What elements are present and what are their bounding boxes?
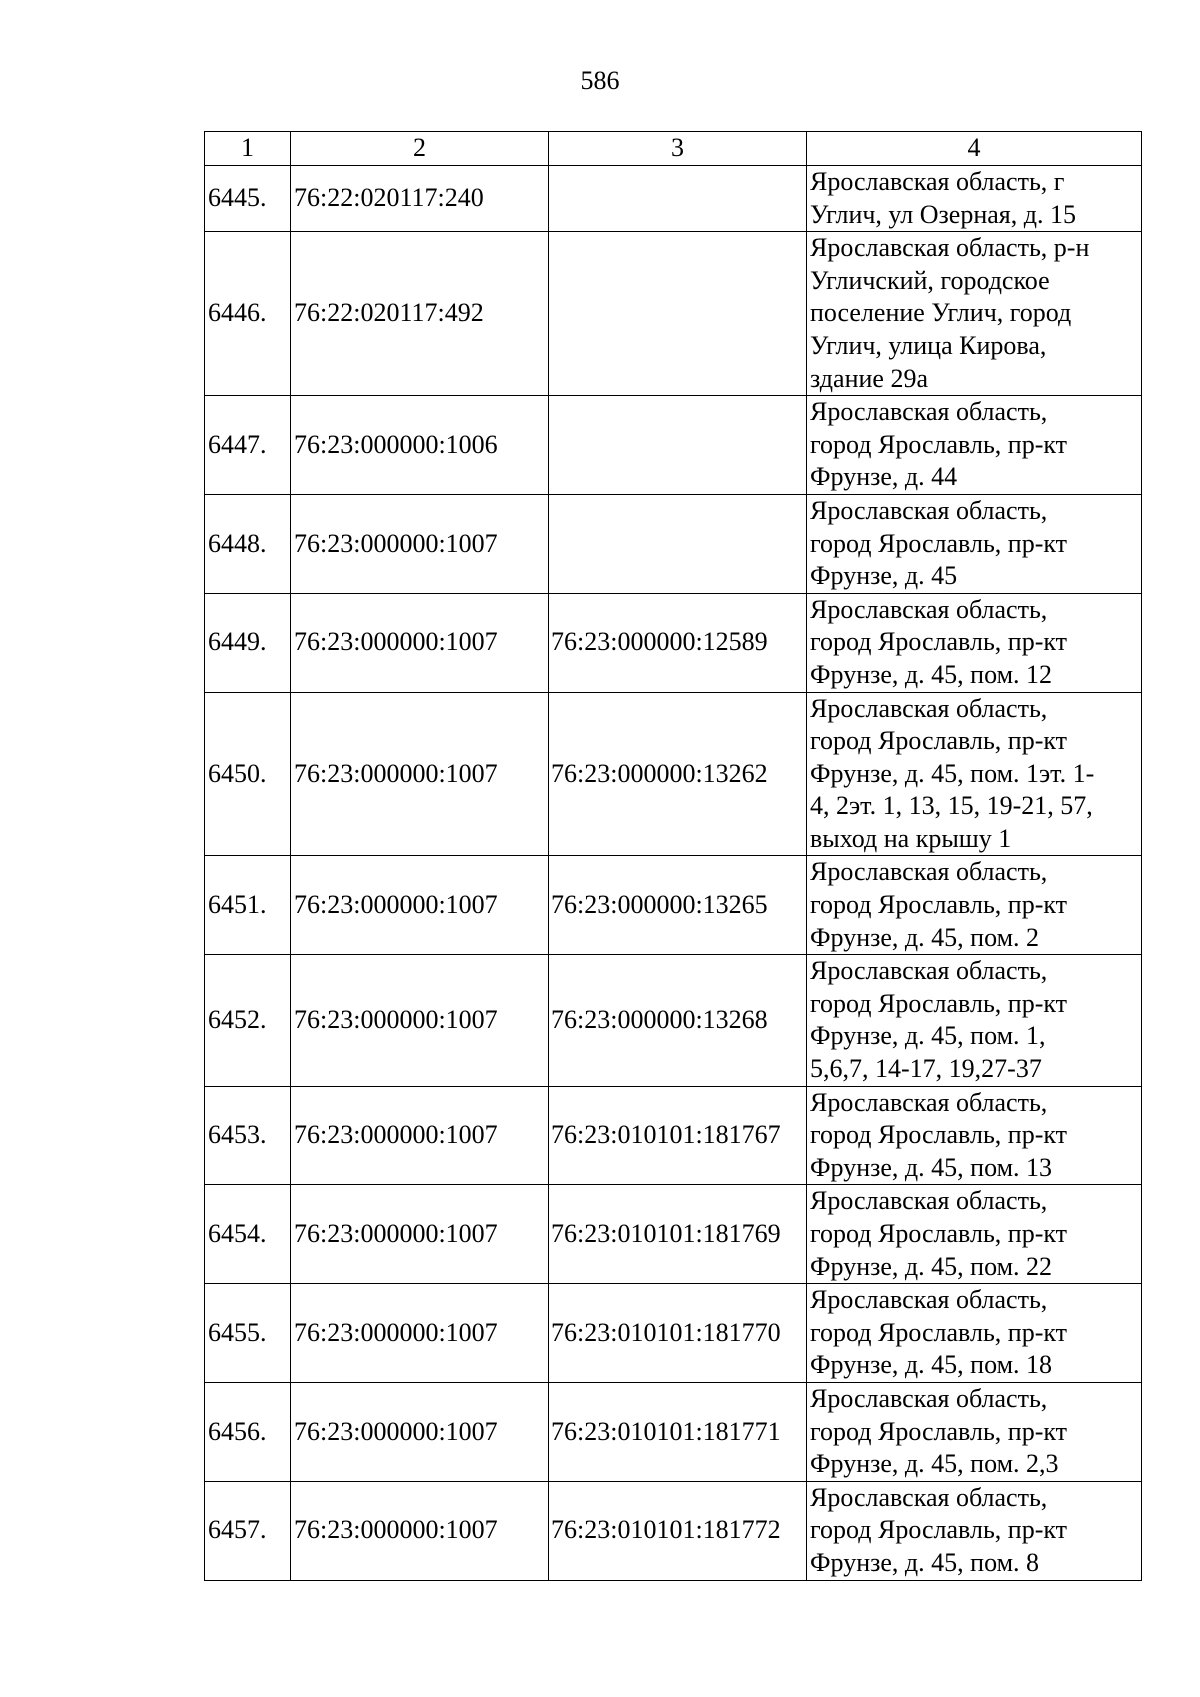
room-cadastral-number-cell: 76:23:010101:181769 — [549, 1185, 807, 1284]
address-cell — [807, 1284, 1142, 1383]
row-number-cell: 6445. — [205, 166, 291, 232]
address-cell — [807, 593, 1142, 692]
address-line: Фрунзе, д. 45 — [810, 561, 958, 591]
address-cell — [807, 1086, 1142, 1185]
row-number-cell: 6453. — [205, 1086, 291, 1185]
row-number-cell: 6457. — [205, 1481, 291, 1580]
address-cell — [807, 692, 1142, 856]
header-cell-3: 3 — [549, 132, 807, 166]
table-row — [205, 166, 1142, 232]
address-line: город Ярославль, пр-кт — [810, 627, 1068, 657]
cadastral-number-cell: 76:23:000000:1007 — [291, 955, 549, 1086]
address-line: Фрунзе, д. 45, пом. 1эт. 1- — [810, 758, 1095, 788]
address-line: Ярославская область, — [810, 397, 1048, 427]
address-line: Ярославская область, р-н — [810, 233, 1090, 263]
table-row — [205, 396, 1142, 495]
address-line: Ярославская область, — [810, 594, 1048, 624]
cadastral-number-cell: 76:23:000000:1007 — [291, 856, 549, 955]
room-cadastral-number-cell — [549, 232, 807, 396]
address-line: Ярославская область, — [810, 1285, 1048, 1315]
address-line: 4, 2эт. 1, 13, 15, 19-21, 57, — [810, 791, 1093, 821]
row-number-cell: 6456. — [205, 1382, 291, 1481]
address-cell — [807, 1382, 1142, 1481]
address-cell — [807, 955, 1142, 1086]
row-number-cell: 6454. — [205, 1185, 291, 1284]
cadastral-number-cell: 76:23:000000:1007 — [291, 1284, 549, 1383]
table-row — [205, 1481, 1142, 1580]
address-line: Ярославская область, — [810, 1186, 1048, 1216]
row-number-cell: 6448. — [205, 494, 291, 593]
row-number-cell: 6452. — [205, 955, 291, 1086]
table-row — [205, 1086, 1142, 1185]
room-cadastral-number-cell: 76:23:010101:181771 — [549, 1382, 807, 1481]
address-line: Фрунзе, д. 45, пом. 12 — [810, 659, 1053, 689]
room-cadastral-number-cell: 76:23:000000:13265 — [549, 856, 807, 955]
row-number-cell: 6447. — [205, 396, 291, 495]
address-line: выход на крышу 1 — [810, 823, 1012, 853]
address-line: Ярославская область, — [810, 1383, 1048, 1413]
address-line: город Ярославль, пр-кт — [810, 726, 1068, 756]
address-line: город Ярославль, пр-кт — [810, 1416, 1068, 1446]
room-cadastral-number-cell: 76:23:010101:181767 — [549, 1086, 807, 1185]
cadastral-number-cell: 76:23:000000:1007 — [291, 1185, 549, 1284]
table-row — [205, 1284, 1142, 1383]
room-cadastral-number-cell: 76:23:010101:181772 — [549, 1481, 807, 1580]
address-line: Ярославская область, — [810, 956, 1048, 986]
row-number-cell: 6451. — [205, 856, 291, 955]
table-row — [205, 955, 1142, 1086]
address-line: 5,6,7, 14-17, 19,27-37 — [810, 1054, 1042, 1084]
table-row — [205, 232, 1142, 396]
header-cell-4: 4 — [807, 132, 1142, 166]
address-cell — [807, 396, 1142, 495]
address-line: Фрунзе, д. 45, пом. 8 — [810, 1547, 1040, 1577]
address-line: город Ярославль, пр-кт — [810, 429, 1068, 459]
address-line: Ярославская область, — [810, 1482, 1048, 1512]
address-line: город Ярославль, пр-кт — [810, 1317, 1068, 1347]
table-row — [205, 494, 1142, 593]
table-row — [205, 692, 1142, 856]
address-line: Ярославская область, — [810, 495, 1048, 525]
address-line: Фрунзе, д. 45, пом. 2,3 — [810, 1449, 1059, 1479]
cadastral-number-cell: 76:23:000000:1007 — [291, 1382, 549, 1481]
cadastral-number-cell: 76:22:020117:240 — [291, 166, 549, 232]
room-cadastral-number-cell — [549, 494, 807, 593]
address-line: Фрунзе, д. 45, пом. 18 — [810, 1350, 1053, 1380]
address-line: город Ярославль, пр-кт — [810, 528, 1068, 558]
address-cell — [807, 494, 1142, 593]
cadastral-number-cell: 76:23:000000:1007 — [291, 692, 549, 856]
address-line: Ярославская область, — [810, 857, 1048, 887]
table-row — [205, 1382, 1142, 1481]
table-row — [205, 856, 1142, 955]
cadastral-number-cell: 76:22:020117:492 — [291, 232, 549, 396]
address-line: Углич, улица Кирова, — [810, 330, 1047, 360]
address-line: здание 29а — [810, 363, 928, 393]
address-line: город Ярославль, пр-кт — [810, 1219, 1068, 1248]
room-cadastral-number-cell: 76:23:000000:13268 — [549, 955, 807, 1086]
page-number: 586 — [580, 66, 620, 95]
table-header — [205, 132, 1142, 166]
address-line: Угличский, городское — [810, 265, 1050, 295]
address-line: город Ярославль, пр-кт — [810, 988, 1068, 1018]
row-number-cell: 6450. — [205, 692, 291, 856]
room-cadastral-number-cell — [549, 396, 807, 495]
row-number-cell: 6455. — [205, 1284, 291, 1383]
row-number-cell: 6449. — [205, 593, 291, 692]
address-line: город Ярославль, пр-кт — [810, 1515, 1068, 1545]
address-cell — [807, 166, 1142, 232]
registry-table — [204, 131, 1142, 1581]
table-row — [205, 1185, 1142, 1284]
address-line: город Ярославль, пр-кт — [810, 890, 1068, 920]
header-cell-2: 2 — [291, 132, 549, 166]
table-body — [205, 166, 1142, 1581]
address-cell — [807, 1481, 1142, 1580]
address-cell — [807, 1185, 1142, 1284]
address-line: Ярославская область, — [810, 693, 1048, 723]
address-cell — [807, 232, 1142, 396]
address-cell — [807, 856, 1142, 955]
address-line: Фрунзе, д. 45, пом. 2 — [810, 922, 1040, 952]
room-cadastral-number-cell: 76:23:010101:181770 — [549, 1284, 807, 1383]
address-line: Углич, ул Озерная, д. 15 — [810, 199, 1076, 229]
cadastral-number-cell: 76:23:000000:1007 — [291, 1086, 549, 1185]
header-cell-1: 1 — [205, 132, 291, 166]
room-cadastral-number-cell: 76:23:000000:12589 — [549, 593, 807, 692]
address-line: Ярославская область, — [810, 1087, 1048, 1117]
header-row — [205, 132, 1142, 166]
cadastral-number-cell: 76:23:000000:1007 — [291, 1481, 549, 1580]
address-line: Фрунзе, д. 45, пом. 22 — [810, 1251, 1053, 1281]
room-cadastral-number-cell: 76:23:000000:13262 — [549, 692, 807, 856]
address-line: Ярославская область, г — [810, 167, 1065, 196]
address-line: город Ярославль, пр-кт — [810, 1120, 1068, 1150]
cadastral-number-cell: 76:23:000000:1007 — [291, 494, 549, 593]
address-line: Фрунзе, д. 45, пом. 13 — [810, 1152, 1053, 1182]
address-line: Фрунзе, д. 45, пом. 1, — [810, 1021, 1046, 1051]
cadastral-number-cell: 76:23:000000:1006 — [291, 396, 549, 495]
table-row — [205, 593, 1142, 692]
row-number-cell: 6446. — [205, 232, 291, 396]
room-cadastral-number-cell — [549, 166, 807, 232]
address-line: Фрунзе, д. 44 — [810, 462, 958, 492]
cadastral-number-cell: 76:23:000000:1007 — [291, 593, 549, 692]
address-line: поселение Углич, город — [810, 298, 1072, 328]
